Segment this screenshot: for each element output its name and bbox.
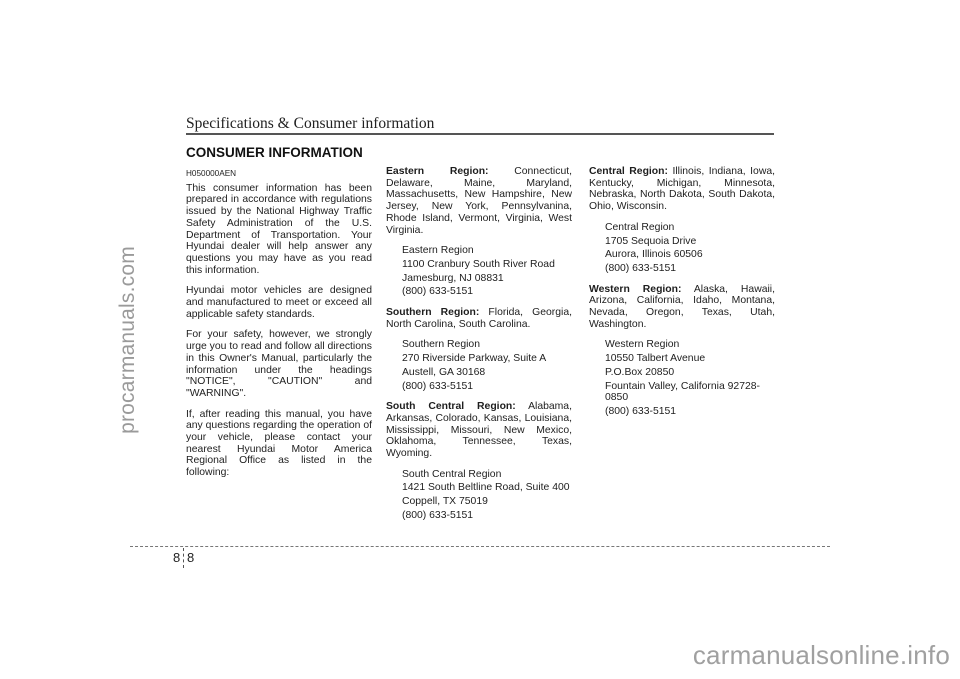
region-label: Western Region: (589, 283, 682, 295)
address-central (605, 222, 775, 275)
region-label: South Central Region: (386, 401, 516, 413)
address-line: Western Region (605, 339, 680, 351)
region-eastern (386, 166, 572, 236)
address-western (605, 339, 775, 417)
column-regions-2 (589, 166, 775, 427)
address-line: Central Region (605, 221, 675, 233)
address-line: 1705 Sequoia Drive (605, 235, 697, 247)
address-phone: (800) 633-5151 (402, 380, 474, 392)
region-western (589, 284, 775, 331)
region-label: Central Region: (589, 166, 668, 177)
address-south-central (402, 469, 572, 522)
address-line: Southern Region (402, 339, 480, 351)
address-phone: (800) 633-5151 (605, 262, 677, 274)
region-states: Connecticut, Delaware, Maine, Maryland, Massachusetts, New Hampshire, New Jersey, New York, Pennsylvanina, Rhode Island, Vermont, Virginia, West Virginia. (386, 166, 572, 236)
side-watermark: procarmanuals.com (116, 246, 139, 434)
region-states: Alabama, Arkansas, Colorado, Kansas, Louisiana, Mississippi, Missouri, New Mexico, Oklahoma, Tennessee, Texas, Wyoming. (386, 401, 572, 460)
address-phone: (800) 633-5151 (402, 286, 474, 298)
address-line: P.O.Box 20850 (605, 366, 675, 378)
region-central (589, 166, 775, 213)
address-line: Austell, GA 30168 (402, 366, 486, 378)
address-line: 10550 Talbert Avenue (605, 353, 706, 365)
address-southern (402, 339, 572, 392)
address-line: Eastern Region (402, 245, 474, 257)
intro-paragraph-3: For your safety, however, we strongly urge you to read and follow all directions in this Owner's Manual, particularly the information under the headings "NOTICE", "CAUTION" and "WARNING". (186, 329, 372, 399)
intro-paragraph-4: If, after reading this manual, you have any questions regarding the operation of your vehicle, please contact your nearest Hyundai Motor America Regional Office as listed in the following: (186, 408, 373, 479)
address-line: South Central Region (402, 468, 502, 480)
address-line: Jamesburg, NJ 08831 (402, 272, 504, 284)
address-line: 1421 South Beltline Road, Suite 400 (402, 482, 570, 494)
region-states: Florida, Georgia, North Carolina, South Carolina. (386, 307, 572, 330)
address-line: 1100 Cranbury South River Road (402, 258, 555, 270)
intro-paragraph-1: This consumer information has been prepared in accordance with regulations issued by the National Highway Traffic Safety Administration of the U.S. Department of Transportation. Your Hyundai dealer will help answer any questions you may have as you read this information. (186, 182, 372, 276)
region-states: Alaska, Hawaii, Arizona, California, Idaho, Montana, Nevada, Oregon, Texas, Utah, Washington. (589, 283, 775, 330)
region-label: Southern Region: (386, 307, 480, 319)
address-eastern (402, 245, 572, 298)
intro-paragraph-2: Hyundai motor vehicles are designed and manufactured to meet or exceed all applicable safety standards. (186, 285, 372, 320)
address-phone: (800) 633-5151 (402, 509, 474, 521)
column-regions-1 (386, 166, 572, 531)
region-label: Eastern Region: (386, 166, 489, 177)
page-number-divider (183, 548, 184, 568)
region-states: Illinois, Indiana, Iowa, Kentucky, Michigan, Minnesota, Nebraska, North Dakota, South Dakota, Ohio, Wisconsin. (589, 166, 776, 213)
address-phone: (800) 633-5151 (605, 405, 677, 417)
address-line: Aurora, Illinois 60506 (605, 249, 703, 261)
address-line: Coppell, TX 75019 (402, 496, 488, 508)
chapter-number: 8 (173, 550, 181, 565)
page-heading: CONSUMER INFORMATION (186, 145, 363, 160)
footer-rule (130, 546, 830, 547)
address-line: Fountain Valley, California 92728-0850 (605, 380, 760, 404)
region-south-central (386, 401, 572, 460)
section-title: Specifications & Consumer information (186, 115, 435, 132)
bottom-watermark: carmanualsonline.info (692, 640, 950, 670)
region-southern (386, 307, 572, 330)
column-intro (186, 168, 372, 488)
address-line: 270 Riverside Parkway, Suite A (402, 353, 547, 365)
page-number: 8 (187, 550, 195, 565)
header-rule (186, 133, 774, 135)
section-code: H050000AEN (186, 169, 237, 178)
